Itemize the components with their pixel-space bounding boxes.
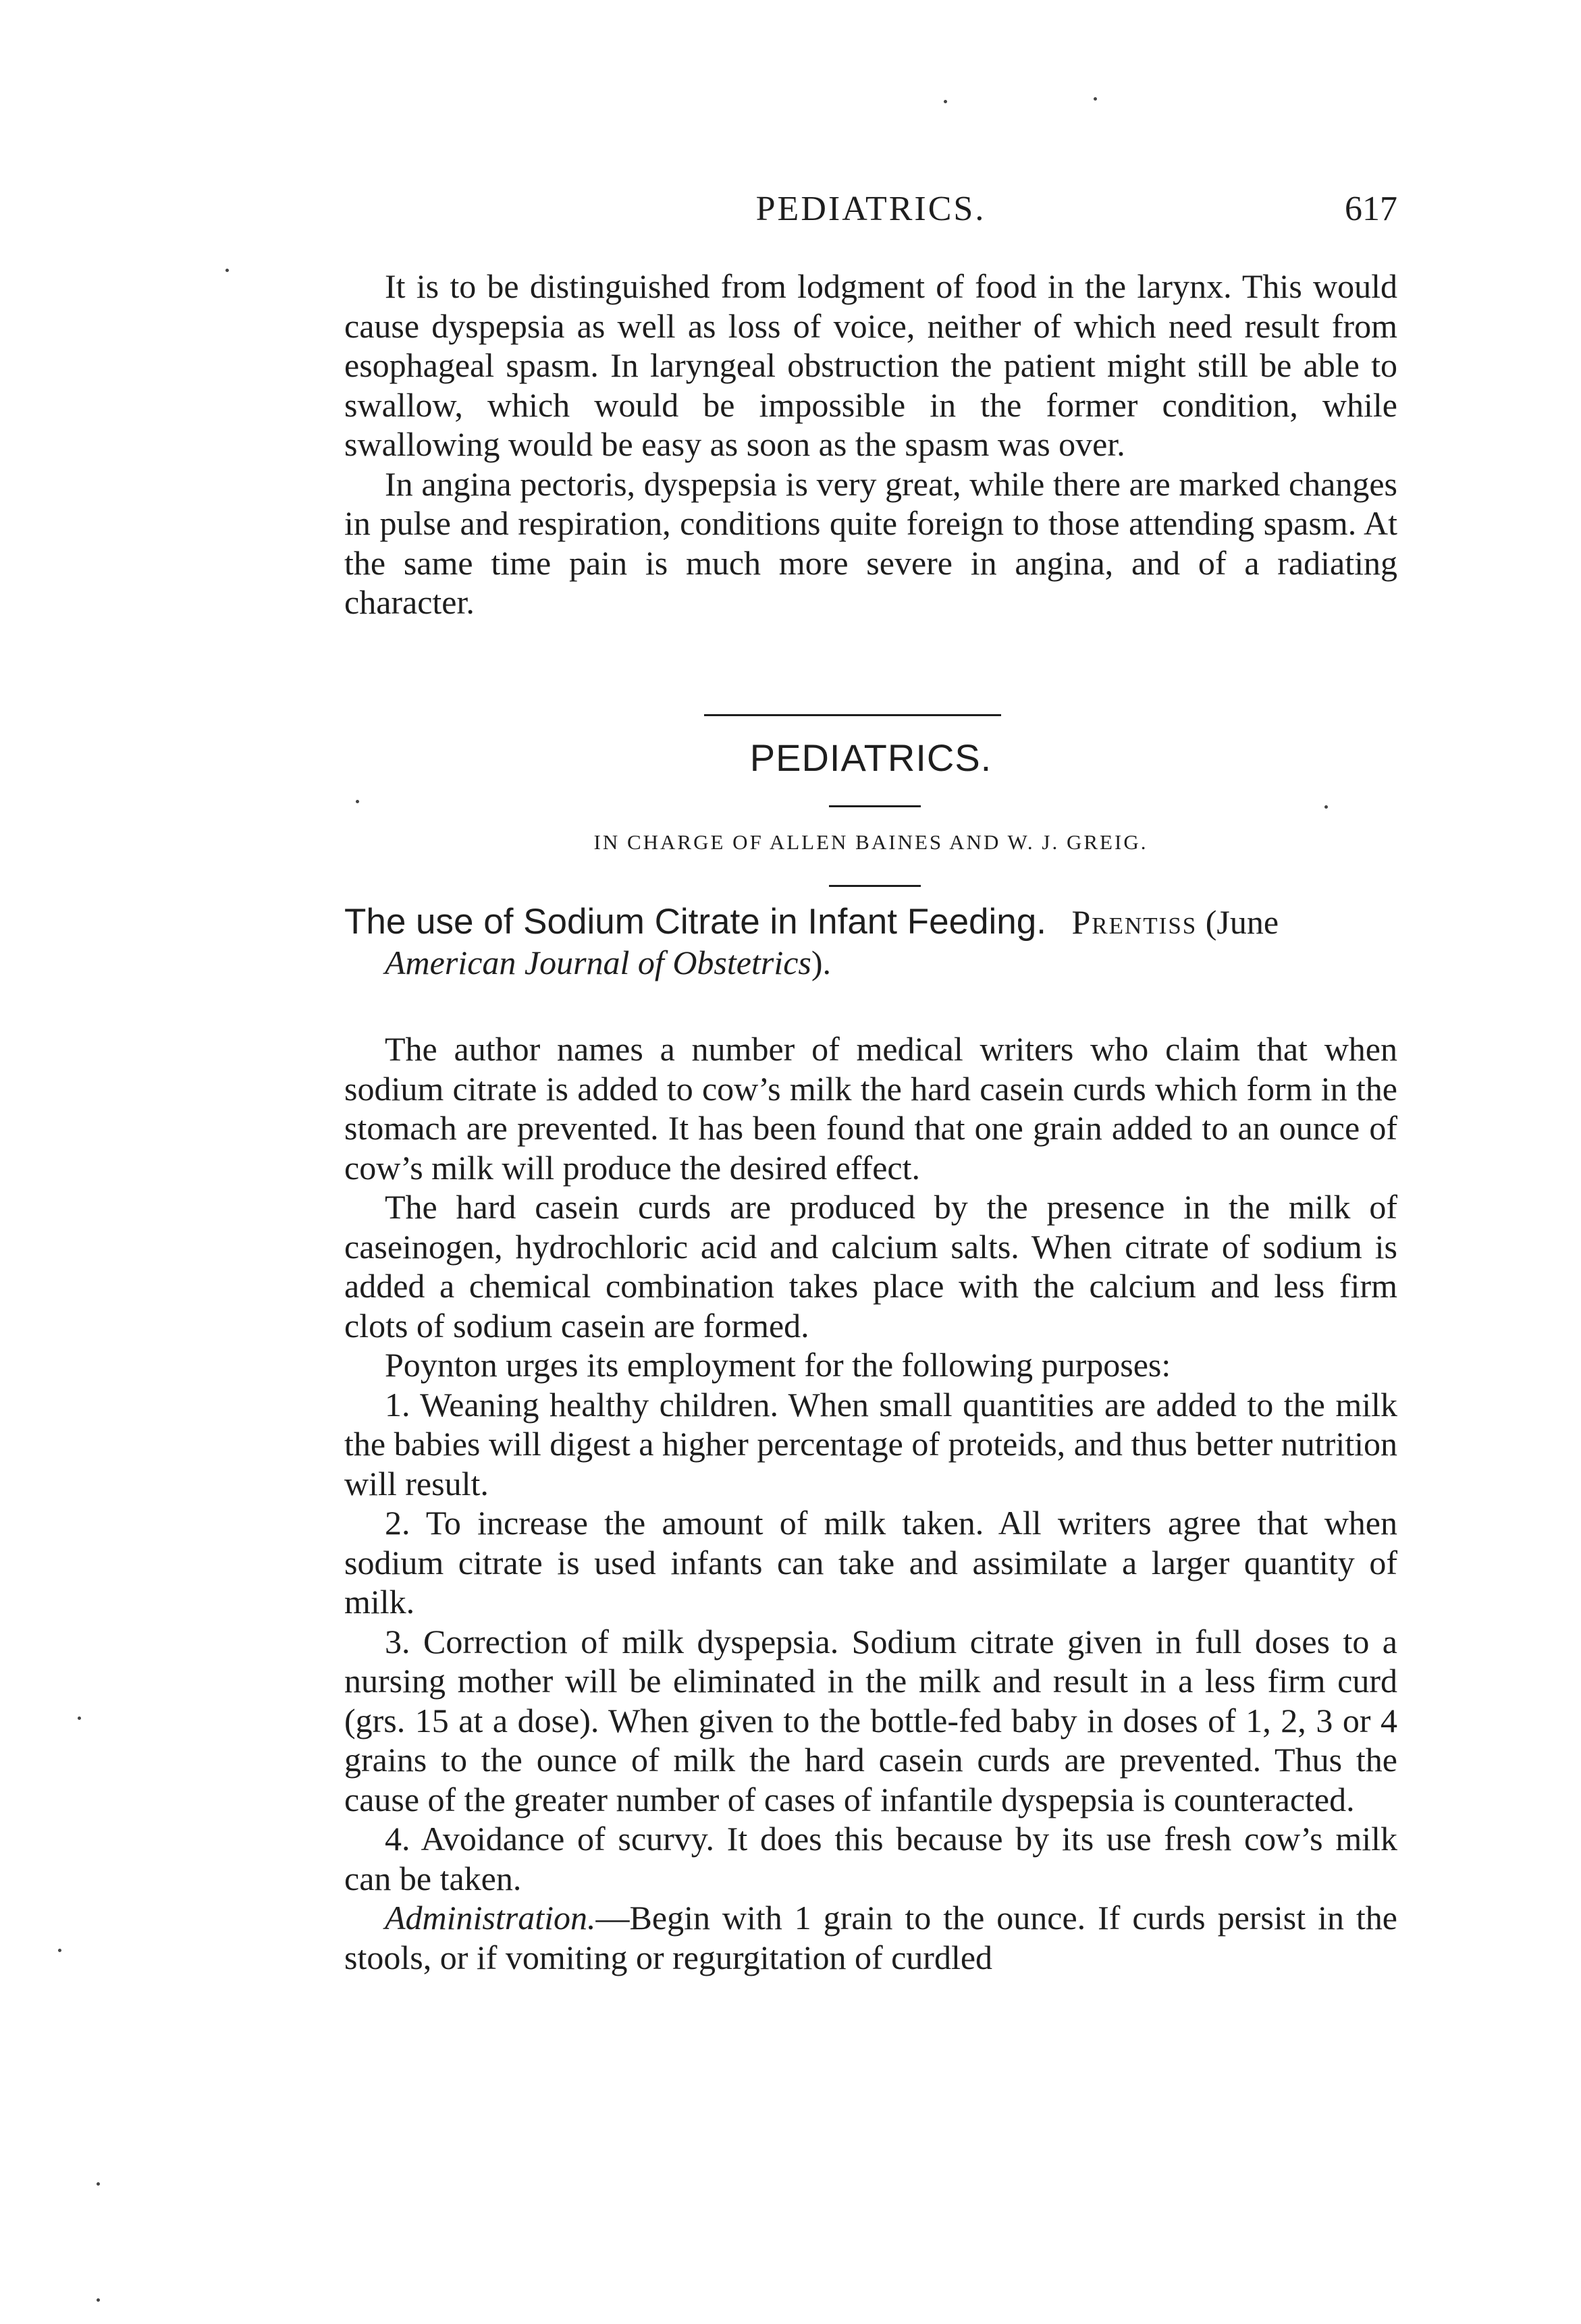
paragraph: It is to be distinguished from lodgment of food in the larynx. This would cause dyspepsia as well as loss of voice, neither of which need result from esophageal spasm. In laryngeal obstruction the patient might still be able to swallow, which would be impossible in the former condition, while swallowing would be easy as soon as the spasm was over. [344,267,1397,463]
administration-text: —Begin with 1 grain to the ounce. If curds persist in the stools, or if vomiting or regurgitation of curdled [344,1899,1397,1976]
list-item: 4. Avoidance of scurvy. It does this because by its use fresh cow’s milk can be taken. [344,1820,1397,1897]
article-source-close: ). [811,944,832,981]
print-speck [225,269,229,272]
article-source-open: (June [1205,903,1279,941]
paragraph: The hard casein curds are produced by the presence in the milk of caseinogen, hydrochloric acid and calcium salts. When citrate of sodium is added a chemical combination takes place with the calcium and less firm clots of sodium casein are formed. [344,1188,1397,1345]
section-divider-rule [704,714,1001,716]
journal-name: American Journal of Obstetrics [385,944,811,981]
paragraph: In angina pectoris, dyspepsia is very great, while there are marked changes in pulse and respiration, conditions quite foreign to those attending spasm. At the same time pain is much more severe in angina, and of a radiating character. [344,464,1397,621]
administration-paragraph [344,1898,1397,1977]
administration-label: Administration. [385,1899,596,1937]
running-head [344,182,1397,236]
paragraph: The author names a number of medical writers who claim that when sodium citrate is added to cow’s milk the hard casein curds which form in the stomach are prevented. It has been found that one grain added to an ounce of cow’s milk will produce the desired effect. [344,1030,1397,1187]
print-speck [97,2182,100,2186]
section-title: PEDIATRICS. [749,736,992,779]
article-body [344,1029,1397,1977]
print-speck [356,800,359,803]
intro-text [344,267,1397,622]
article-title: The use of Sodium Citrate in Infant Feeding. [344,902,1046,942]
print-speck [58,1949,61,1952]
print-speck [1094,97,1097,101]
paragraph: Poynton urges its employment for the following purposes: [385,1346,1171,1384]
article-author [1054,903,1279,941]
print-speck [1324,805,1328,809]
print-speck [78,1717,81,1720]
list-item: 1. Weaning healthy children. When small quantities are added to the milk the babies will digest a higher percentage of proteids, and thus better nutrition will result. [344,1385,1397,1503]
short-rule [829,885,921,887]
section-editors: IN CHARGE OF ALLEN BAINES AND W. J. GREIG. [593,830,1148,854]
running-head-title: PEDIATRICS. [755,190,986,228]
short-rule [829,805,921,807]
list-item: 2. To increase the amount of milk taken. All writers agree that when sodium citrate is used infants can take and assimilate a larger quantity of milk. [344,1504,1397,1621]
print-speck [97,2298,100,2302]
article-source [344,942,1397,983]
page-number: 617 [1345,190,1397,228]
list-item: 3. Correction of milk dyspepsia. Sodium citrate given in full doses to a nursing mother will be eliminated in the milk and result in a less firm curd (grs. 15 at a dose). When given to the bottle-fed baby in doses of 1, 2, 3 or 4 grains to the ounce of milk the hard casein curds are prevented. Thus the cause of the greater number of cases of infantile dyspepsia is counteracted. [344,1622,1397,1818]
article-author-name: Prentiss [1071,903,1198,941]
article-heading [344,902,1397,983]
print-speck [944,100,947,103]
